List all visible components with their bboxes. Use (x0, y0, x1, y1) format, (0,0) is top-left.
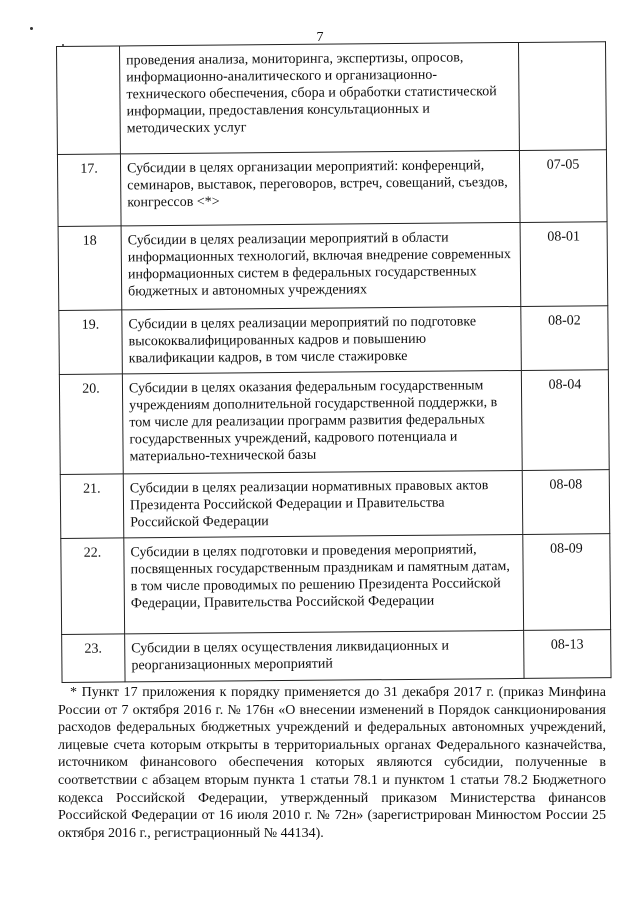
row-description: Субсидии в целях реализации нормативных правовых актов Президента Российской Федерации и Правительства Российской Федерации (123, 470, 523, 537)
row-code: 08-08 (522, 470, 610, 535)
row-description: Субсидии в целях реализации мероприятий по подготовке высококвалифицированных кадров и повышению квалификации кадров, в том числе стажировке (122, 306, 522, 373)
table-row (57, 150, 607, 227)
row-number: 23. (62, 634, 125, 683)
table-row (61, 534, 611, 635)
row-code: 08-09 (523, 534, 611, 631)
table-row (57, 42, 607, 155)
subsidy-table (56, 41, 612, 683)
row-number: 20. (59, 374, 123, 475)
row-description: Субсидии в целях реализации мероприятий в области информационных технологий, включая внедрение современных информационных систем в федеральных государственных бюджетных и автономных учреждениях (121, 222, 521, 309)
row-code: 08-13 (524, 630, 611, 679)
row-code: 07-05 (519, 150, 607, 223)
footnote: * Пункт 17 приложения к порядку применяется до 31 декабря 2017 г. (приказ Минфина России от 7 октября 2016 г. № 176н «О внесении изменений в Порядок санкционирования расходов федеральных бюджетных учреждений и федеральных автономных учреждений, лицевые счета которым открыты в территориальных органах Федерального казначейства, источником финансового обеспечения которых являются субсидии, полученные в соответствии с абзацем вторым пункта 1 статьи 78.1 и пунктом 1 статьи 78.2 Бюджетного кодекса Российской Федерации, утвержденный приказом Министерства финансов Российской Федерации от 16 июля 2010 г. № 72н» (зарегистрирован Минюстом России 25 октября 2016 г., регистрационный № 44134). (58, 685, 606, 841)
row-number: 17. (57, 154, 121, 227)
table-row (59, 306, 609, 375)
table-row (59, 370, 609, 475)
row-code: 08-02 (521, 306, 609, 371)
table-row (58, 222, 608, 311)
row-description: проведения анализа, мониторинга, экспертизы, опросов, информационно-аналитического и организационно-технического обеспечения, сбора и обработки статистической информации, предоставления консультационных и методических услуг (120, 42, 520, 153)
row-description: Субсидии в целях организации мероприятий: конференций, семинаров, выставок, переговоров, встреч, совещаний, съездов, конгрессов <*> (120, 150, 520, 225)
row-number: 21. (60, 474, 124, 539)
row-number (57, 46, 121, 155)
table-row (60, 470, 610, 539)
row-number: 22. (61, 538, 125, 635)
page-number: 7 (316, 30, 324, 45)
row-code: 08-04 (521, 370, 609, 471)
row-description: Субсидии в целях подготовки и проведения мероприятий, посвященных государственным праздникам и памятным датам, в том числе проводимых по решению Президента Российской Федерации, Правительства Российской Федерации (124, 534, 524, 633)
table-row (62, 630, 611, 683)
row-code (518, 42, 606, 151)
row-number: 18 (58, 226, 122, 311)
row-description: Субсидии в целях оказания федеральным государственным учреждениям дополнительной государственной поддержки, в том числе для реализации программ развития федеральных государственных учреждений, кадрового потенциала и материально-технической базы (122, 370, 522, 473)
row-description: Субсидии в целях осуществления ликвидационных и реорганизационных мероприятий (125, 630, 524, 681)
row-number: 19. (59, 310, 123, 375)
row-code: 08-01 (520, 222, 608, 307)
